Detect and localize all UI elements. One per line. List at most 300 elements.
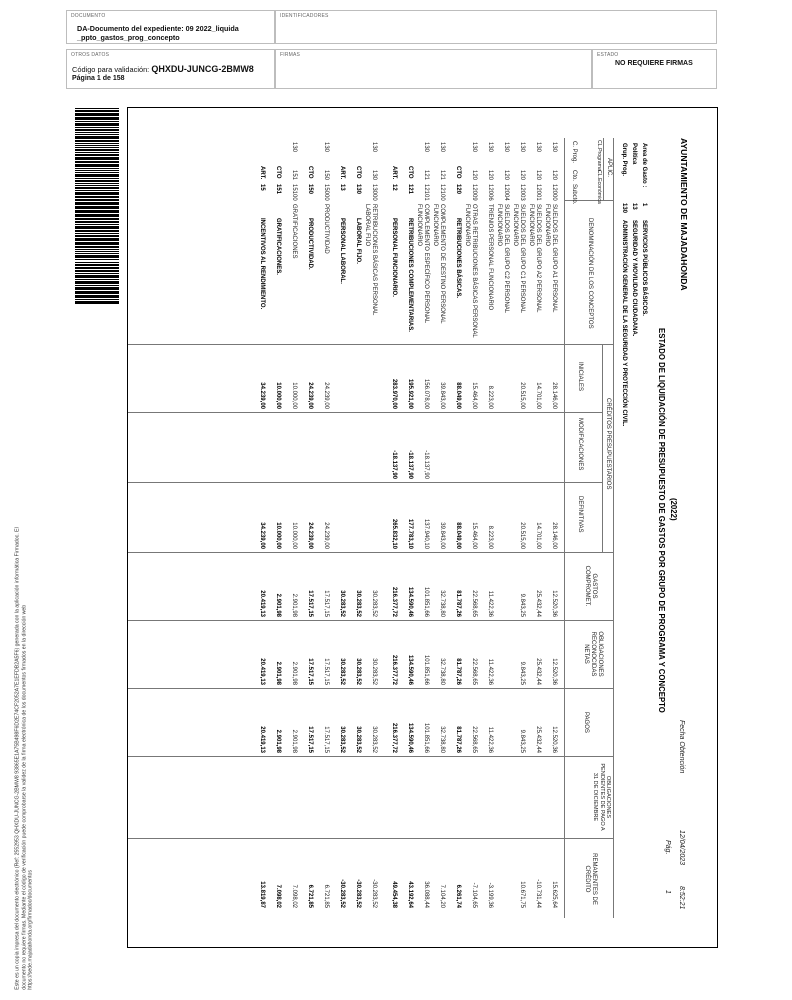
cell-rem: -7.104,65 <box>471 882 477 908</box>
cell-ini: 10.000,00 <box>275 382 281 409</box>
barcode-bar <box>75 136 119 139</box>
cell-gas: 101.851,66 <box>423 586 429 617</box>
barcode-bar <box>75 152 119 153</box>
barcode-bar <box>75 273 119 274</box>
cell-sub: 12009 <box>471 184 477 201</box>
cell-rem: -30.283,52 <box>371 879 377 908</box>
codigo-label: Código para validación: <box>72 65 150 74</box>
cell-den: COMPLEMENTO ESPECÍFICO PERSONAL FUNCIONARIO <box>416 204 429 324</box>
col-denominacion: DENOMINACIÓN DE LOS CONCEPTOS <box>587 218 593 329</box>
cell-gas: 30.283,52 <box>355 590 361 617</box>
estado-value: NO REQUIERE FIRMAS <box>615 60 693 67</box>
cell-def: 10.000,00 <box>275 522 281 549</box>
cell-rem: 7.098,02 <box>275 884 281 908</box>
barcode-bar <box>75 275 119 278</box>
cell-rem: 10.671,75 <box>519 881 525 908</box>
cell-obl: 20.419,13 <box>259 658 265 685</box>
cell-cto: 120 <box>471 170 477 181</box>
cell-cto: CTO <box>307 166 313 179</box>
barcode-bar <box>75 149 119 151</box>
barcode-bar <box>75 117 119 120</box>
col-gastos: GASTOS COMPROMET. <box>584 565 597 607</box>
cell-obl: 17.517,15 <box>307 658 313 685</box>
col-definitivas: DEFINITIVAS <box>577 496 583 533</box>
barcode-bar <box>75 170 119 171</box>
firmas-label: FIRMAS <box>280 52 301 58</box>
cell-ini: 28.146,00 <box>551 382 557 409</box>
cell-ini: 156.078,00 <box>423 378 429 409</box>
area-name: SERVICIOS PÚBLICOS BÁSICOS. <box>641 220 647 316</box>
cell-obl: 25.432,44 <box>535 658 541 685</box>
cell-mod: -18.137,90 <box>407 450 413 479</box>
documento-value: DA-Documento del expediente: 09 2022_liquida _ppto_gastos_prog_concepto <box>77 24 239 42</box>
cell-ini: 8.223,00 <box>487 385 493 409</box>
cell-pag: 22.568,65 <box>471 726 477 753</box>
cell-obl: 12.520,36 <box>551 658 557 685</box>
cell-pag: 20.419,13 <box>259 726 265 753</box>
cell-def: 88.049,00 <box>455 522 461 549</box>
cell-obl: 22.568,65 <box>471 658 477 685</box>
cell-pag: 134.590,46 <box>407 722 413 753</box>
cell-ini: 14.701,00 <box>535 382 541 409</box>
cell-sub: 120 <box>455 184 461 195</box>
report-year: (2022) <box>669 498 678 521</box>
col-aplic: APLIC. <box>606 158 612 178</box>
barcode-bar <box>75 246 119 248</box>
barcode-bar <box>75 157 119 160</box>
documento-label: DOCUMENTO <box>71 13 106 19</box>
cell-pag: 30.283,52 <box>339 726 345 753</box>
barcode-bar <box>75 255 119 258</box>
hora-value: 8:52:21 <box>678 886 685 910</box>
cell-def: 10.000,00 <box>291 522 297 549</box>
barcode-bar <box>75 242 119 245</box>
politica-label: Política <box>631 143 637 165</box>
barcode-bar <box>75 295 119 298</box>
barcode-bar <box>75 143 119 144</box>
pag-label: Pág. <box>664 840 671 855</box>
cell-obl: 81.787,26 <box>455 658 461 685</box>
cell-obl: 101.851,66 <box>423 654 429 685</box>
aplic-sub-line <box>603 138 604 200</box>
creditos-sub-line <box>602 344 603 552</box>
header-bottom-line <box>564 138 565 918</box>
barcode-bar <box>75 233 119 234</box>
cell-gas: 2.901,98 <box>275 593 281 617</box>
pag-value: 1 <box>664 890 671 894</box>
cell-sub: 13000 <box>371 184 377 201</box>
cell-den: OTRAS RETRIBUCIONES BÁSICAS PERSONAL FUNCIONARIO <box>464 204 477 338</box>
entity-name: AYUNTAMIENTO DE MAJADAHONDA <box>679 138 689 291</box>
otros-datos-box <box>66 49 275 89</box>
cell-gas: 81.787,26 <box>455 590 461 617</box>
report-page <box>127 107 718 948</box>
cell-pag: 12.520,36 <box>551 726 557 753</box>
cell-def: 24.239,00 <box>307 522 313 549</box>
barcode-bar <box>75 140 119 142</box>
cell-pag: 32.738,80 <box>439 726 445 753</box>
side-verification-note: Este es un copia impresa del documento electrónico (Ref: 2552953 QHXDU-JUNCG-2BMW8 93865E1A75B498F6D2E74CF2052A7E1EFDB2A5F6) generada con la aplicación informática Firmadoc. El documento no requiere firmas. Mediante el código de verificación puede comprobarse la validez de la firma electrónica de los documentos firmados en la dirección web https://sede.majadahonda.org/firmadoc/documentos <box>14 527 34 990</box>
col-subcto: Subcto. <box>571 184 577 205</box>
cell-gas: 25.432,44 <box>535 590 541 617</box>
cell-den: LABORAL FIJO. <box>355 218 361 264</box>
cell-prog: 130 <box>503 142 509 153</box>
cell-sub: 15100 <box>291 184 297 201</box>
cell-gas: 17.517,15 <box>323 590 329 617</box>
cell-den: SUELDOS DEL GRUPO C2 PERSONAL FUNCIONARIO <box>496 204 509 313</box>
cell-den: PERSONAL FUNCIONARIO. <box>391 218 397 297</box>
cell-ini: 10.000,00 <box>291 382 297 409</box>
cell-rem: -3.199,36 <box>487 882 493 908</box>
cell-cto: 120 <box>551 170 557 181</box>
barcode-bar <box>75 164 119 167</box>
cell-gas: 32.738,80 <box>439 590 445 617</box>
barcode-bar <box>75 287 119 290</box>
barcode-bar <box>75 221 119 223</box>
cell-gas: 30.283,52 <box>371 590 377 617</box>
cell-prog: 130 <box>371 142 377 153</box>
barcode-bar <box>75 145 119 146</box>
header-top-line <box>613 138 614 918</box>
cell-cto: 130 <box>371 170 377 181</box>
barcode-bar <box>75 174 119 177</box>
cell-pag: 30.283,52 <box>371 726 377 753</box>
cell-pag: 9.843,25 <box>519 729 525 753</box>
barcode-bar <box>75 121 119 122</box>
barcode-bar <box>75 270 119 272</box>
barcode-bar <box>75 291 119 294</box>
barcode-bar <box>75 249 119 250</box>
cell-sub: 12 <box>391 184 397 191</box>
identificadores-box <box>275 10 717 44</box>
barcode-bar <box>75 224 119 225</box>
cell-ini: 15.464,00 <box>471 382 477 409</box>
barcode-bar <box>75 206 119 209</box>
barcode-bar <box>75 183 119 184</box>
cell-cto: CTO <box>455 166 461 179</box>
cell-gas: 30.283,52 <box>339 590 345 617</box>
barcode-bar <box>75 199 119 201</box>
barcode-bar <box>75 264 119 266</box>
barcode-bar <box>75 301 119 304</box>
cell-ini: 88.049,00 <box>455 382 461 409</box>
cell-den: SUELDOS DEL GRUPO A1 PERSONAL FUNCIONARIO <box>544 204 557 313</box>
cell-obl: 32.738,80 <box>439 658 445 685</box>
cell-den: COMPLEMENTO DE DESTINO PERSONAL FUNCIONARIO <box>432 204 445 324</box>
barcode-bar <box>75 279 119 280</box>
col-pendientes: OBLIGACIONES PENDIENTES DE PAGO A 31 DE DICIEMBRE <box>592 763 611 831</box>
cell-rem: 49.454,38 <box>391 881 397 908</box>
documento-box <box>66 10 275 44</box>
fecha-value: 12/04/2023 <box>678 830 685 866</box>
cell-obl: 17.517,15 <box>323 658 329 685</box>
cell-obl: 30.283,52 <box>339 658 345 685</box>
cell-rem: 6.721,85 <box>323 884 329 908</box>
col-obligaciones: OBLIGACIONES RECONOCIDAS NETAS <box>583 631 603 677</box>
cell-den: GRATIFICACIONES <box>291 204 297 259</box>
cell-den: PERSONAL LABORAL. <box>339 218 345 284</box>
col-pagos: PAGOS <box>583 712 589 733</box>
grupo-name: ADMINISTRACIÓN GENERAL DE LA SEGURIDAD Y PROTECCIÓN CIVIL. <box>621 220 627 427</box>
barcode-bar <box>75 113 119 116</box>
cell-cto: CTO <box>407 166 413 179</box>
barcode-bar <box>75 178 119 179</box>
cell-def: 265.832,10 <box>391 518 397 549</box>
cell-prog: 130 <box>291 142 297 153</box>
cell-pag: 30.283,52 <box>355 726 361 753</box>
barcode-bar <box>75 262 119 263</box>
cell-obl: 134.590,46 <box>407 654 413 685</box>
cell-sub: 150 <box>307 184 313 195</box>
cell-sub: 151 <box>275 184 281 195</box>
cell-sub: 12001 <box>535 184 541 201</box>
barcode-bar <box>75 185 119 186</box>
cell-cto: 151 <box>291 170 297 181</box>
cell-pag: 25.432,44 <box>535 726 541 753</box>
cell-cto: ART. <box>391 166 397 180</box>
cell-den: SUELDOS DEL GRUPO C1 PERSONAL FUNCIONARIO <box>512 204 525 313</box>
cell-sub: 12100 <box>439 184 445 201</box>
barcode-bar <box>75 285 119 286</box>
cell-def: 24.239,00 <box>323 522 329 549</box>
codigo-value: QHXDU-JUNCG-2BMW8 <box>151 64 254 74</box>
cell-cto: 121 <box>439 170 445 181</box>
cell-gas: 12.520,36 <box>551 590 557 617</box>
cell-def: 20.515,00 <box>519 522 525 549</box>
barcode-bar <box>75 218 119 220</box>
cell-rem: 7.098,02 <box>291 884 297 908</box>
area-label: Area de Gasto : <box>641 143 647 188</box>
cell-obl: 2.901,98 <box>291 661 297 685</box>
politica-code: 13 <box>631 203 637 210</box>
cell-ini: 34.239,00 <box>259 382 265 409</box>
barcode-bar <box>75 132 119 133</box>
cell-gas: 216.377,72 <box>391 586 397 617</box>
cell-def: 177.783,10 <box>407 518 413 549</box>
barcode-bar <box>75 230 119 232</box>
barcode-bar <box>75 267 119 269</box>
cell-gas: 17.517,15 <box>307 590 313 617</box>
barcode-bar <box>75 226 119 229</box>
cell-ini: 283.970,00 <box>391 378 397 409</box>
cell-pag: 216.377,72 <box>391 722 397 753</box>
otros-datos-label: OTROS DATOS <box>71 52 110 58</box>
barcode-bar <box>75 196 119 198</box>
barcode-bar <box>75 202 119 205</box>
cell-prog: 130 <box>423 142 429 153</box>
cell-def: 34.239,00 <box>259 522 265 549</box>
barcode-bar <box>75 299 119 300</box>
report-title: ESTADO DE LIQUIDACIÓN DE PRESUPUESTO DE GASTOS POR GRUPO DE PROGRAMA Y CONCEPTO <box>657 328 666 713</box>
cell-cto: 120 <box>503 170 509 181</box>
cell-cto: 120 <box>487 170 493 181</box>
cell-sub: 13 <box>339 184 345 191</box>
cell-prog: 130 <box>487 142 493 153</box>
barcode-bar <box>75 251 119 252</box>
report-rotated-content <box>128 108 715 945</box>
cell-obl: 30.283,52 <box>355 658 361 685</box>
cell-def: 8.223,00 <box>487 525 493 549</box>
barcode-bar <box>75 238 119 241</box>
cell-cto: 121 <box>423 170 429 181</box>
cell-pag: 17.517,15 <box>307 726 313 753</box>
cell-cto: 150 <box>323 170 329 181</box>
col-sep-pag <box>127 756 614 757</box>
cell-den: PRODUCTIVIDAD <box>323 204 329 254</box>
cell-prog: 130 <box>471 142 477 153</box>
cell-rem: -30.283,52 <box>355 879 361 908</box>
cell-gas: 9.843,25 <box>519 593 525 617</box>
cell-cto: 120 <box>535 170 541 181</box>
cell-prog: 130 <box>551 142 557 153</box>
cell-ini: 39.843,00 <box>439 382 445 409</box>
cell-rem: 6.261,74 <box>455 884 461 908</box>
cell-def: 137.940,10 <box>423 518 429 549</box>
cell-gas: 2.901,98 <box>291 593 297 617</box>
cell-prog: 130 <box>439 142 445 153</box>
politica-name: SEGURIDAD Y MOVILIDAD CIUDADANA. <box>631 220 637 337</box>
cell-rem: 43.192,64 <box>407 881 413 908</box>
cell-rem: 36.088,44 <box>423 881 429 908</box>
codigo-line <box>72 64 254 74</box>
cell-mod: -18.137,90 <box>391 450 397 479</box>
barcode-bar <box>75 187 119 189</box>
cell-pag: 101.851,66 <box>423 722 429 753</box>
cell-pag: 11.422,36 <box>487 726 493 753</box>
cell-cto: ART. <box>259 166 265 180</box>
col-c-prog: C. Prog. <box>571 141 577 164</box>
barcode-bar <box>75 180 119 182</box>
col-cl-programa: CL.Programa <box>596 140 602 171</box>
barcode-bar <box>75 210 119 213</box>
cell-cto: CTO <box>275 166 281 179</box>
cell-rem: 13.819,87 <box>259 881 265 908</box>
cell-sub: 12004 <box>503 184 509 201</box>
cell-obl: 2.901,98 <box>275 661 281 685</box>
cell-def: 14.701,00 <box>535 522 541 549</box>
cell-pag: 17.517,15 <box>323 726 329 753</box>
cell-gas: 11.422,36 <box>487 590 493 617</box>
cell-ini: 20.515,00 <box>519 382 525 409</box>
barcode-bar <box>75 110 119 112</box>
cell-rem: -10.731,44 <box>535 879 541 908</box>
cell-mod: -18.137,90 <box>423 450 429 479</box>
barcode-bar <box>75 123 119 126</box>
cell-sub: 12000 <box>551 184 557 201</box>
barcode-bar <box>75 108 119 109</box>
cell-obl: 216.377,72 <box>391 654 397 685</box>
cell-sub: 15 <box>259 184 265 191</box>
cell-cto: 120 <box>519 170 525 181</box>
estado-label: ESTADO <box>597 52 619 58</box>
grupo-label: Grup. Prog. <box>621 143 627 176</box>
cell-sub: 130 <box>355 184 361 195</box>
cell-den: TRIENIOS PERSONAL FUNCIONARIO <box>487 204 493 311</box>
cell-pag: 81.787,26 <box>455 726 461 753</box>
cell-den: PRODUCTIVIDAD. <box>307 218 313 270</box>
cell-prog: 130 <box>535 142 541 153</box>
barcode-bar <box>75 190 119 191</box>
cell-def: 39.843,00 <box>439 522 445 549</box>
cell-ini: 24.239,00 <box>307 382 313 409</box>
cell-sub: 12003 <box>519 184 525 201</box>
cell-prog: 130 <box>519 142 525 153</box>
col-modificaciones: MODIFICACIONES <box>577 418 583 471</box>
col-sep-mod <box>127 482 603 483</box>
cell-rem: -30.283,52 <box>339 879 345 908</box>
barcode-bar <box>75 172 119 173</box>
estado-box <box>592 49 717 89</box>
cell-ini: 24.239,00 <box>323 382 329 409</box>
area-code: 1 <box>641 203 647 207</box>
barcode-bar <box>75 129 119 131</box>
cell-sub: 12006 <box>487 184 493 201</box>
cell-cto: ART. <box>339 166 345 180</box>
cell-rem: 6.721,85 <box>307 884 313 908</box>
firmas-box <box>275 49 592 89</box>
barcode-bar <box>75 134 119 135</box>
cell-rem: 15.625,64 <box>551 881 557 908</box>
grupo-code: 130 <box>621 203 627 214</box>
cell-prog: 130 <box>323 142 329 153</box>
col-creditos: CRÉDITOS PRESUPUESTARIOS <box>605 398 611 490</box>
cell-obl: 11.422,36 <box>487 658 493 685</box>
barcode-bar <box>75 168 119 169</box>
cell-cto: CTO <box>355 166 361 179</box>
cell-def: 15.464,00 <box>471 522 477 549</box>
barcode-bar <box>75 192 119 195</box>
cell-den: INCENTIVOS AL RENDIMIENTO. <box>259 218 265 310</box>
cell-gas: 20.419,13 <box>259 590 265 617</box>
barcode-bar <box>75 154 119 156</box>
cell-gas: 134.590,46 <box>407 586 413 617</box>
col-iniciales: INICIALES <box>577 362 583 392</box>
cell-den: SUELDOS DEL GRUPO A2 PERSONAL FUNCIONARIO <box>528 204 541 313</box>
cell-den: GRATIFICACIONES. <box>275 218 281 275</box>
cell-den: RETRIBUCIONES BÁSICAS. <box>455 218 461 299</box>
cell-def: 28.146,00 <box>551 522 557 549</box>
col-cl-economica: CL.Económica <box>596 170 602 204</box>
cell-sub: 121 <box>407 184 413 195</box>
cell-sub: 15000 <box>323 184 329 201</box>
cell-obl: 30.283,52 <box>371 658 377 685</box>
barcode-bar <box>75 161 119 163</box>
cell-den: RETRIBUCIONES BÁSICAS PERSONAL LABORAL FIJO <box>364 204 377 316</box>
cell-obl: 9.843,25 <box>519 661 525 685</box>
pagina-value: Página 1 de 158 <box>72 75 125 82</box>
cell-sub: 12101 <box>423 184 429 201</box>
cell-pag: 2.901,98 <box>291 729 297 753</box>
barcode-bar <box>75 127 119 128</box>
barcode-bar <box>75 235 119 237</box>
identificadores-label: IDENTIFICADORES <box>280 13 329 19</box>
barcode-bar <box>75 259 119 260</box>
barcode-bar <box>75 147 119 148</box>
barcode-image <box>75 108 119 304</box>
barcode-bar <box>75 253 119 254</box>
cell-den: RETRIBUCIONES COMPLEMENTARIAS. <box>407 218 413 332</box>
barcode-bar <box>75 214 119 217</box>
col-remanentes: REMANENTES DE CRÉDITO <box>584 853 597 905</box>
barcode-bar <box>75 281 119 284</box>
cell-pag: 2.901,98 <box>275 729 281 753</box>
fecha-label: Fecha Obtención <box>678 720 685 774</box>
col-cto: Cto. <box>571 170 577 182</box>
cell-rem: 7.104,20 <box>439 884 445 908</box>
cell-gas: 22.568,65 <box>471 590 477 617</box>
col-sep-ini <box>127 412 603 413</box>
cell-ini: 195.921,00 <box>407 378 413 409</box>
